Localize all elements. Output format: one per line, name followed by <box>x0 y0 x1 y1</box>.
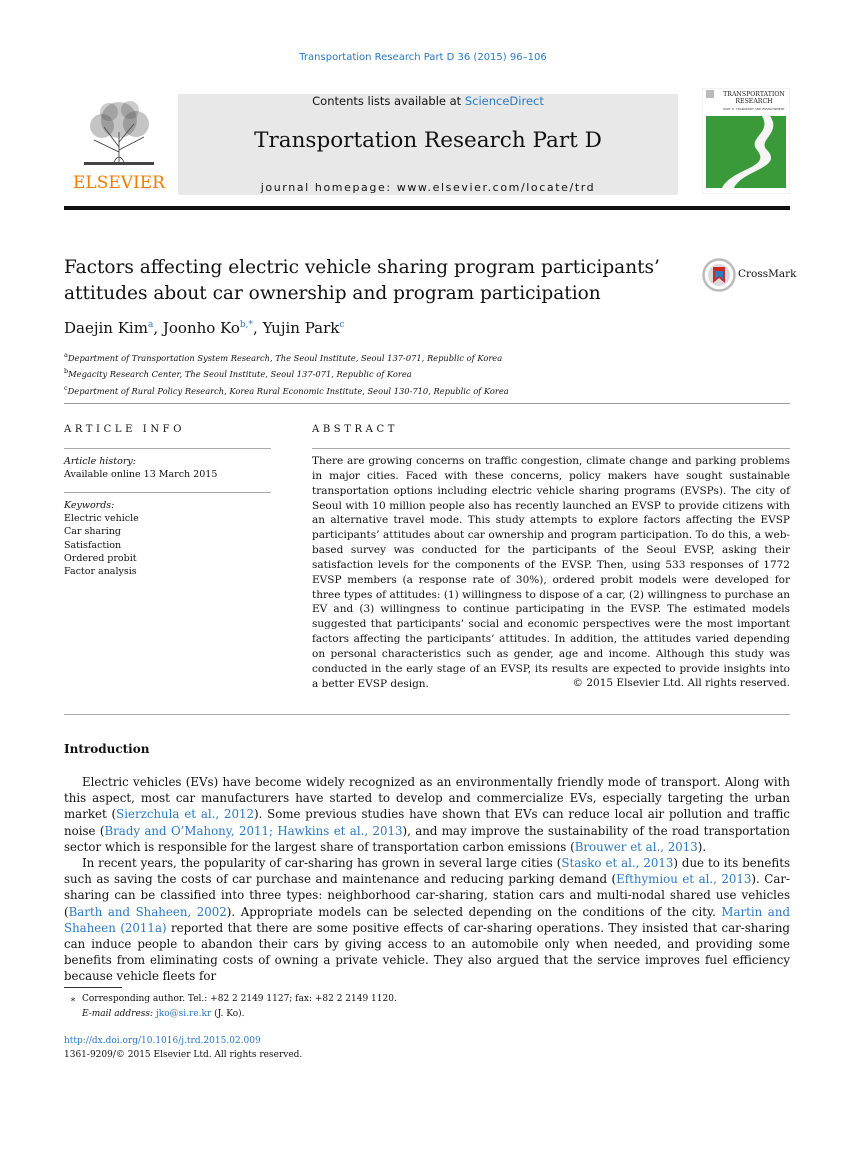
keyword: Factor analysis <box>64 566 137 578</box>
sciencedirect-link[interactable]: ScienceDirect <box>464 94 544 108</box>
author-separator: , <box>153 319 163 337</box>
affiliation: $^b$Megacity Research Center, The Seoul Institute, Seoul 137-071, Republic of Korea <box>64 367 412 380</box>
journal-title: Transportation Research Part D <box>254 128 602 153</box>
keywords-label: Keywords: <box>64 500 115 511</box>
doi-block <box>64 1034 302 1062</box>
abstract-text: There are growing concerns on traffic congestion, climate change and parking problems in major cities. Faced with these concerns, policy makers have sought sustainable transportation options including electric vehicle sharing programs (EVSPs). The city of Seoul with 10 million people also has recently launched an EVSP to provide citizens with an alternative travel mode. This study attempts to explore factors affecting the EVSP participants’ attitudes about car ownership and program participation. To do this, a web-based survey was conducted for the participants of the Seoul EVSP, asking their satisfaction levels for the components of the EVSP. Then, using 533 responses of 1772 EVSP members (a response rate of 30%), ordered probit models were developed for three types of attitudes: (1) willingness to dispose of a car, (2) willingness to purchase an EV and (3) willingness to continue participating in the EVSP. The estimated models suggested that participants’ social and economic perspectives were the most important factors affecting the participants’ attitudes. In addition, the attitudes varied depending on personal characteristics such as gender, age and income. Although this study was conducted in the early stage of an EVSP, its results are expected to provide insights into a better EVSP design. <box>312 455 790 690</box>
issn-line: 1361-9209/© 2015 Elsevier Ltd. All rights reserved. <box>64 1050 303 1060</box>
citation-link[interactable]: Stasko et al., 2013 <box>561 856 674 870</box>
title-line-1: Factors affecting electric vehicle sharing program participants’ <box>64 257 660 278</box>
author-name[interactable]: Yujin Park <box>262 319 340 337</box>
svg-text:ELSEVIER: ELSEVIER <box>73 173 165 192</box>
crossmark-label: CrossMark <box>738 268 797 280</box>
divider <box>312 448 790 449</box>
author-list <box>64 319 344 337</box>
copyright: © 2015 Elsevier Ltd. All rights reserved. <box>572 677 790 689</box>
svg-text:TRANSPORTATION: TRANSPORTATION <box>723 91 785 98</box>
article-info-heading: ARTICLE INFO <box>64 424 186 435</box>
keyword: Electric vehicle <box>64 513 139 525</box>
crossmark-icon <box>702 258 736 292</box>
svg-text:PART D: TRANSPORT AND ENVIRONM: PART D: TRANSPORT AND ENVIRONMENT <box>723 107 785 111</box>
affiliation: $^a$Department of Transportation System Research, The Seoul Institute, Seoul 137-071, Republic of Korea <box>64 351 503 363</box>
email-link[interactable]: jko@si.re.kr <box>155 1009 212 1019</box>
divider <box>64 448 271 449</box>
journal-cover-image <box>702 88 790 194</box>
citation-link[interactable]: Brady and O’Mahony, 2011; Hawkins et al., 2013 <box>104 823 403 838</box>
citation-link[interactable]: Efthymiou et al., 2013 <box>616 872 752 887</box>
citation-link[interactable]: Sierzchula et al., 2012 <box>116 807 254 822</box>
footnote <box>64 992 397 1022</box>
abstract-heading: ABSTRACT <box>312 424 398 435</box>
keyword: Car sharing <box>64 526 121 538</box>
author-affil-mark[interactable]: c <box>339 320 345 330</box>
journal-reference[interactable]: Transportation Research Part D 36 (2015) 96–106 <box>299 52 547 63</box>
section-heading-introduction: Introduction <box>64 742 150 756</box>
history-label: Article history: <box>64 456 136 467</box>
keyword: Ordered probit <box>64 552 137 564</box>
affiliation: $^c$Department of Rural Policy Research, Korea Rural Economic Institute, Seoul 130-710, Republic of Korea <box>64 383 509 396</box>
contents-prefix: Contents lists available at <box>312 94 465 108</box>
divider <box>64 492 271 493</box>
email-note: E-mail address: jko@si.re.kr (J. Ko). <box>82 1009 245 1019</box>
paragraph: Electric vehicles (EVs) have become widely recognized as an environmentally friendly mode of transport. Along with this aspect, most car manufacturers have started to develop and commercialize EVs, especially targeting the urban market (Sierzchula et al., 2012). Some previous studies have shown that EVs can reduce local air pollution and traffic noise (Brady and O’Mahony, 2011; Hawkins et al., 2013), and may improve the sustainability of the road transportation sector which is responsible for the largest share of transportation carbon emissions (Brouwer et al., 2013). <box>64 775 790 854</box>
author-name[interactable]: Joonho Ko <box>162 319 240 337</box>
header-rule <box>64 206 790 210</box>
title-line-2: attitudes about car ownership and program participation <box>64 283 601 304</box>
keywords <box>64 499 139 578</box>
divider <box>64 403 790 404</box>
article-title <box>64 255 684 307</box>
article-history <box>64 455 217 481</box>
citation-link[interactable]: Martin and Shaheen (2011a) <box>64 904 790 935</box>
author-affil-mark[interactable]: b,* <box>239 320 254 330</box>
crossmark-badge[interactable] <box>702 258 797 292</box>
paragraph: In recent years, the popularity of car-sharing has grown in several large cities (Stasko et al., 2013) due to its benefits such as saving the costs of car purchase and maintenance and reducing parking demand (Efthymiou et al., 2013). Car-sharing can be classified into three types: neighborhood car-sharing, station cars and multi-nodal shared use vehicles (Barth and Shaheen, 2002). Appropriate models can be selected depending on the conditions of the city. Martin and Shaheen (2011a) reported that there are some positive effects of car-sharing operations. They insisted that car-sharing can induce people to abandon their cars by giving access to an automobile only when needed, and providing some benefits from eliminating costs of owning a private vehicle. They also argued that the service improves fuel efficiency because vehicle fleets for <box>64 856 790 984</box>
history-value: Available online 13 March 2015 <box>64 469 218 480</box>
footnote-rule <box>64 987 122 988</box>
citation-link[interactable]: Barth and Shaheen, 2002 <box>68 904 227 919</box>
divider <box>64 714 790 715</box>
corresponding-author-note: ⁎ Corresponding author. Tel.: +82 2 2149 1127; fax: +82 2 2149 1120. <box>70 994 397 1004</box>
keyword: Satisfaction <box>64 539 122 551</box>
affiliations <box>64 349 509 398</box>
doi-link[interactable]: http://dx.doi.org/10.1016/j.trd.2015.02.009 <box>64 1036 261 1046</box>
author-name[interactable]: Daejin Kim <box>64 319 148 337</box>
contents-line <box>178 94 678 108</box>
elsevier-logo <box>64 92 174 192</box>
author-separator: , <box>253 319 263 337</box>
svg-text:RESEARCH: RESEARCH <box>735 98 773 105</box>
author-affil-mark[interactable]: a <box>147 320 154 330</box>
citation-link[interactable]: Brouwer et al., 2013 <box>574 839 698 854</box>
journal-homepage[interactable]: journal homepage: www.elsevier.com/locate/trd <box>260 181 596 194</box>
